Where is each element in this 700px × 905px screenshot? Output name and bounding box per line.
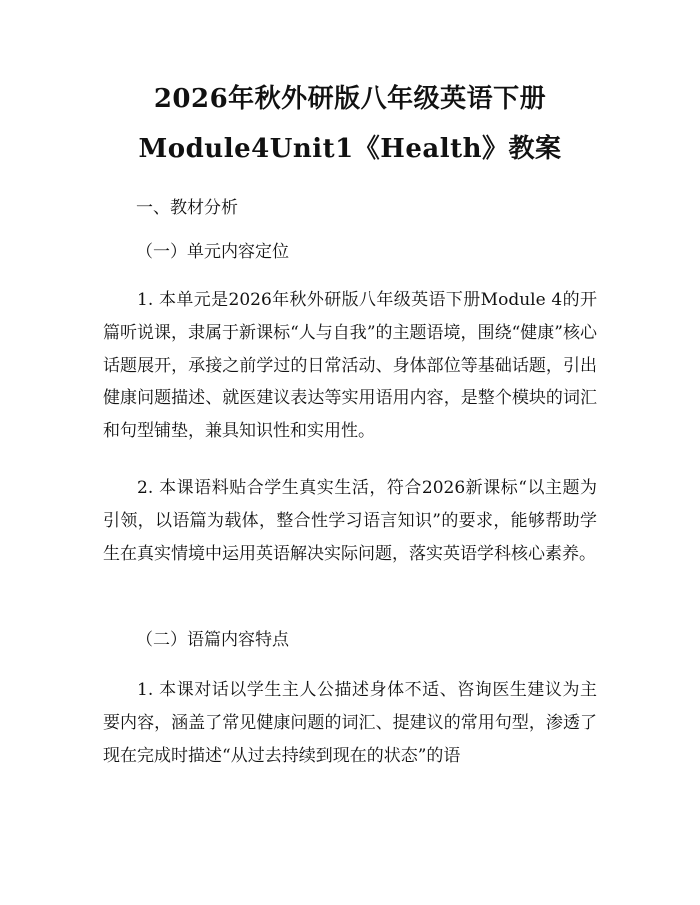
paragraph-text-features-1: 1. 本课对话以学生主人公描述身体不适、咨询医生建议为主要内容，涵盖了常见健康问题的词汇、提建议的常用句型，渗透了现在完成时描述“从过去持续到现在的状态”的语 bbox=[103, 680, 597, 766]
document-title-line-2: Module4Unit1《Health》教案 bbox=[138, 134, 562, 164]
document-title-line-1: 2026年秋外研版八年级英语下册 bbox=[153, 84, 547, 114]
subsection-heading-text-features: （二）语篇内容特点 bbox=[136, 630, 289, 650]
paragraph-unit-positioning-1: 1. 本单元是2026年秋外研版八年级英语下册Module 4的开篇听说课，隶属于新课标“人与自我”的主题语境，围绕“健康”核心话题展开，承接之前学过的日常活动、身体部位等基础话题，引出健康问题描述、就医建议表达等实用语用内容，是整个模块的词汇和句型铺垫，兼具知识性和实用性。 bbox=[103, 290, 597, 442]
subsection-heading-unit-positioning: （一）单元内容定位 bbox=[136, 242, 289, 262]
section-heading-textbook-analysis: 一、教材分析 bbox=[136, 198, 238, 218]
paragraph-unit-positioning-2: 2. 本课语料贴合学生真实生活，符合2026新课标“以主题为引领，以语篇为载体，整合性学习语言知识”的要求，能够帮助学生在真实情境中运用英语解决实际问题，落实英语学科核心素养。 bbox=[103, 478, 597, 564]
